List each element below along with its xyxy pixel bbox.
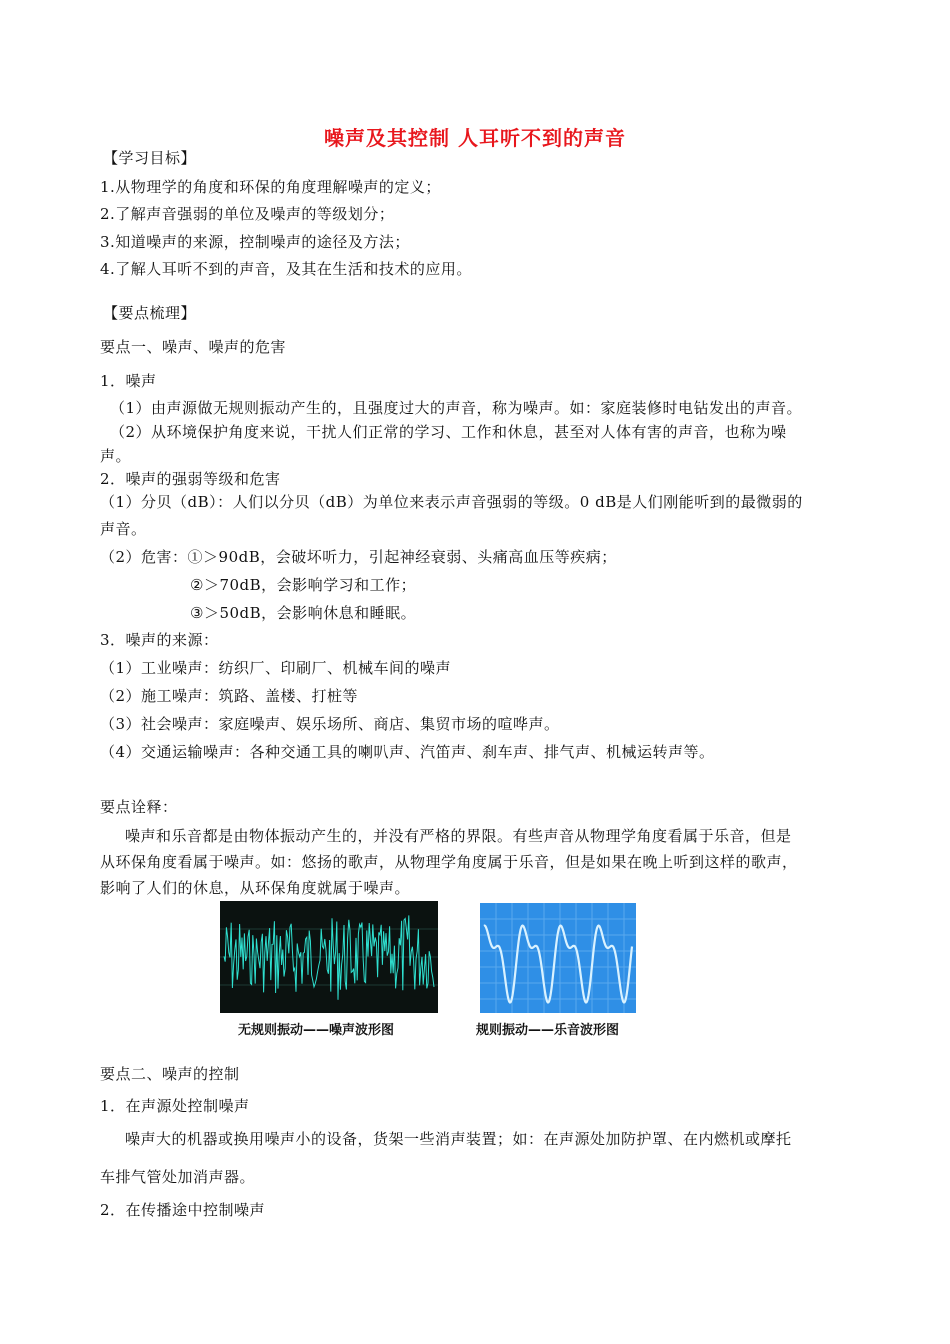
subsection-title: 2．在传播途中控制噪声	[100, 1201, 266, 1219]
subsection-title: 1．噪声	[100, 372, 157, 390]
objective-item: 1.从物理学的角度和环保的角度理解噪声的定义；	[100, 178, 441, 196]
list-item: （1）工业噪声：纺织厂、印刷厂、机械车间的噪声	[100, 659, 452, 677]
music-waveform-image	[480, 903, 636, 1013]
section-title: 要点二、噪声的控制	[100, 1065, 240, 1083]
objective-item: 2.了解声音强弱的单位及噪声的等级划分；	[100, 205, 395, 223]
page-title: 噪声及其控制 人耳听不到的声音	[324, 126, 626, 150]
noise-figure-caption: 无规则振动——噪声波形图	[238, 1023, 395, 1038]
list-item: （4）交通运输噪声：各种交通工具的喇叭声、汽笛声、刹车声、排气声、机械运转声等。	[100, 743, 715, 761]
music-figure-caption: 规则振动——乐音波形图	[476, 1023, 620, 1038]
paragraph-line: 声。	[100, 447, 132, 465]
paragraph-line: ②＞70dB，会影响学习和工作；	[190, 576, 417, 594]
note-title: 要点诠释：	[100, 798, 178, 816]
music-waveform-graphic	[480, 903, 636, 1013]
subsection-title: 2．噪声的强弱等级和危害	[100, 470, 281, 488]
paragraph-line: 声音。	[100, 520, 147, 538]
objective-item: 3.知道噪声的来源，控制噪声的途径及方法；	[100, 233, 410, 251]
paragraph-line: （2）危害：①＞90dB，会破坏听力，引起神经衰弱、头痛高血压等疾病；	[100, 548, 617, 566]
paragraph-line: 从环保角度看属于噪声。如：悠扬的歌声，从物理学角度属于乐音，但是如果在晚上听到这样的歌声，	[100, 853, 798, 871]
paragraph-line: 影响了人们的休息，从环保角度就属于噪声。	[100, 879, 411, 897]
paragraph-line: 噪声大的机器或换用噪声小的设备，货架一些消声装置；如：在声源处加防护罩、在内燃机或摩托	[125, 1130, 792, 1148]
noise-waveform-image	[220, 901, 438, 1013]
subsection-title: 3．噪声的来源：	[100, 631, 219, 649]
paragraph-line: （1）分贝（dB）：人们以分贝（dB）为单位来表示声音强弱的等级。0 dB是人们刚能听到的最微弱的	[100, 493, 803, 511]
list-item: （3）社会噪声：家庭噪声、娱乐场所、商店、集贸市场的喧哗声。	[100, 715, 560, 733]
paragraph-line: （1）由声源做无规则振动产生的，且强度过大的声音，称为噪声。如：家庭装修时电钻发出的声音。	[110, 399, 803, 417]
paragraph-line: ③＞50dB，会影响休息和睡眠。	[190, 604, 417, 622]
key-points-heading: 【要点梳理】	[103, 304, 197, 322]
objectives-heading: 【学习目标】	[103, 149, 197, 167]
paragraph-line: 车排气管处加消声器。	[100, 1168, 256, 1186]
list-item: （2）施工噪声：筑路、盖楼、打桩等	[100, 687, 359, 705]
paragraph-line: （2）从环境保护角度来说，干扰人们正常的学习、工作和休息，甚至对人体有害的声音，也称为噪	[110, 423, 787, 441]
paragraph-line: 噪声和乐音都是由物体振动产生的，并没有严格的界限。有些声音从物理学角度看属于乐音，但是	[125, 827, 792, 845]
subsection-title: 1．在声源处控制噪声	[100, 1097, 250, 1115]
noise-waveform-graphic	[220, 901, 438, 1013]
section-title: 要点一、噪声、噪声的危害	[100, 338, 287, 356]
objective-item: 4.了解人耳听不到的声音，及其在生活和技术的应用。	[100, 260, 472, 278]
